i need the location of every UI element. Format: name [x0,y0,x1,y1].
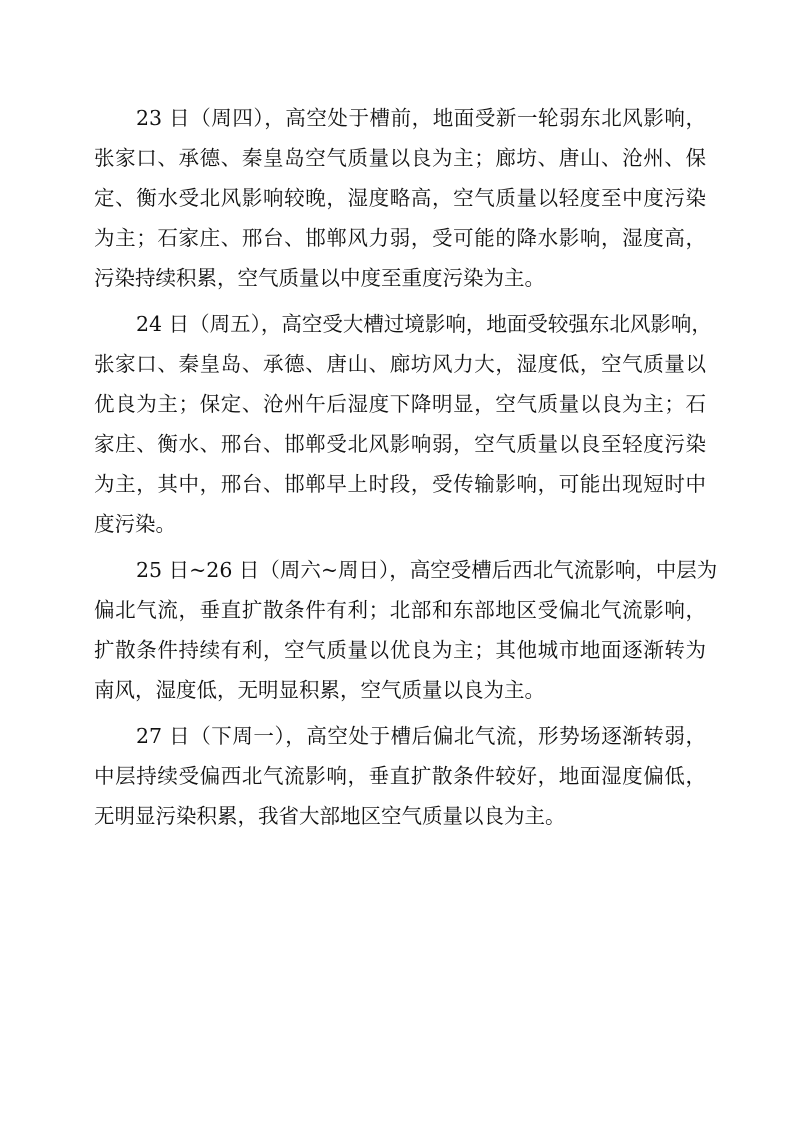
document-body [94,98,718,842]
text-line: 南风，湿度低，无明显积累，空气质量以良为主。 [94,678,545,702]
text-line: 无明显污染积累，我省大部地区空气质量以良为主。 [94,804,566,828]
text-line: 污染持续积累，空气质量以中度至重度污染为主。 [94,266,545,290]
paragraph-day-24 [94,304,712,544]
text-line: 张家口、秦皇岛、承德、唐山、廊坊风力大，湿度低，空气质量以 [94,352,706,376]
text-line: 张家口、承德、秦皇岛空气质量以良为主；廊坊、唐山、沧州、保 [94,146,706,170]
paragraph-day-23 [94,98,706,298]
text-line: 27 日（下周一），高空处于槽后偏北气流，形势场逐渐转弱， [136,724,706,748]
text-line: 23 日（周四），高空处于槽前，地面受新一轮弱东北风影响， [136,106,706,130]
text-line: 优良为主；保定、沧州午后湿度下降明显，空气质量以良为主；石 [94,392,706,416]
text-line: 中层持续受偏西北气流影响，垂直扩散条件较好，地面湿度偏低， [94,764,706,788]
text-line: 为主；石家庄、邢台、邯郸风力弱，受可能的降水影响，湿度高， [94,226,706,250]
paragraph-day-27 [94,716,706,836]
text-line: 为主，其中，邢台、邯郸早上时段，受传输影响，可能出现短时中 [94,472,706,496]
text-line: 家庄、衡水、邢台、邯郸受北风影响弱，空气质量以良至轻度污染 [94,432,706,456]
text-line: 度污染。 [94,512,176,536]
text-line: 定、衡水受北风影响较晚，湿度略高，空气质量以轻度至中度污染 [94,186,706,210]
paragraph-day-25-26 [94,550,718,710]
text-line: 24 日（周五），高空受大槽过境影响，地面受较强东北风影响， [136,312,712,336]
text-line: 扩散条件持续有利，空气质量以优良为主；其他城市地面逐渐转为 [94,638,706,662]
text-line: 25 日~26 日（周六~周日），高空受槽后西北气流影响，中层为 [136,558,718,582]
text-line: 偏北气流，垂直扩散条件有利；北部和东部地区受偏北气流影响， [94,598,706,622]
